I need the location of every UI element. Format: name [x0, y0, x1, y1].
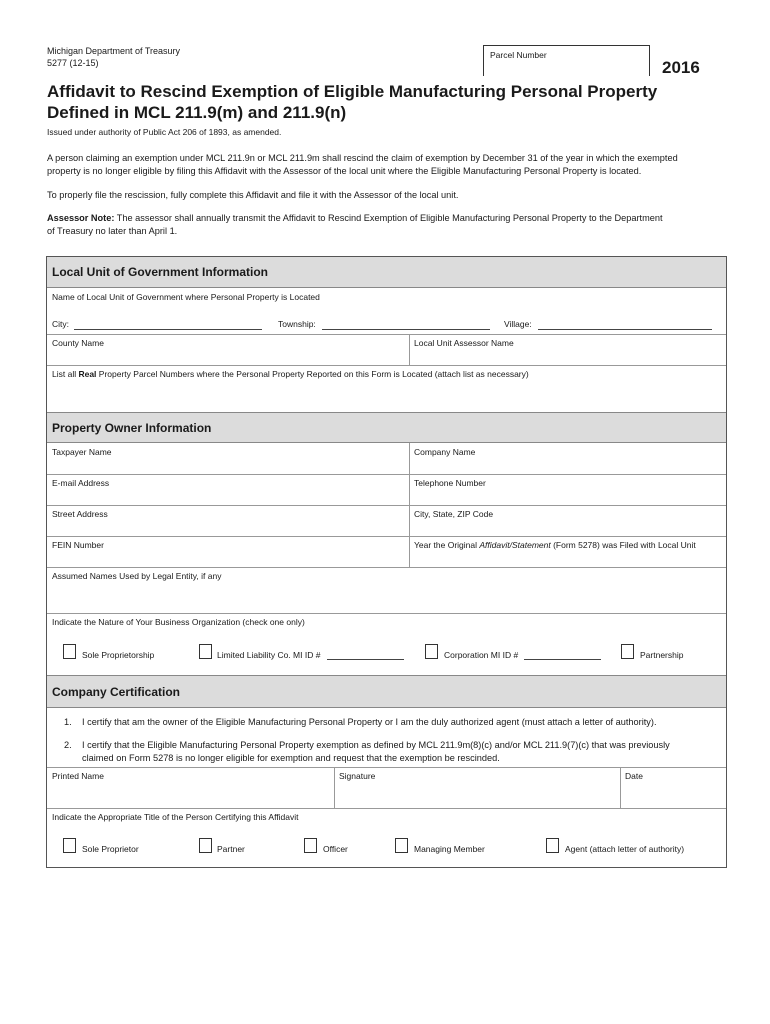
- llc-checkbox[interactable]: [199, 644, 212, 659]
- local-unit-section-header: [47, 257, 726, 288]
- signature-label: Signature: [339, 771, 376, 781]
- title-officer-label: Officer: [323, 844, 348, 854]
- cert-item-2-text: [82, 739, 722, 765]
- page-title: [47, 81, 727, 123]
- assessor-note: [47, 212, 737, 237]
- cert-item-2-line-1: I certify that the Eligible Manufacturing Personal Property exemption as defined by MCL 211.9m(8)(c) and/or MCL 211.9(7)(c) that was previously: [82, 740, 670, 750]
- title-line-2: Defined in MCL 211.9(m) and 211.9(n): [47, 103, 347, 122]
- year-filed-label: [414, 540, 696, 550]
- instruction-paragraph-2: To properly file the rescission, fully complete this Affidavit and file it with the Assessor of the local unit.: [47, 190, 459, 200]
- title-partner-checkbox[interactable]: [199, 838, 212, 853]
- title-partner-label: Partner: [217, 844, 245, 854]
- parcels-label-bold: Real: [78, 369, 97, 379]
- assessor-note-label: Assessor Note:: [47, 213, 115, 223]
- street-address-label: Street Address: [52, 509, 108, 519]
- divider: [334, 767, 335, 808]
- department-name: Michigan Department of Treasury: [47, 46, 181, 56]
- title-sole-proprietor-label: Sole Proprietor: [82, 844, 139, 854]
- form-year: 2016: [662, 58, 700, 77]
- parcel-box-edge: [649, 45, 650, 76]
- assumed-names-label: Assumed Names Used by Legal Entity, if any: [52, 571, 222, 581]
- parcels-label-post: Property Parcel Numbers where the Personal Property Reported on this Form is Located (attach list as necessary): [96, 369, 529, 379]
- email-label: E-mail Address: [52, 478, 110, 488]
- llc-id-field[interactable]: [327, 659, 404, 660]
- cert-item-2-line-2: claimed on Form 5278 is no longer eligible for exemption and request that the exemption be rescinded.: [82, 753, 500, 763]
- local-unit-heading: Local Unit of Government Information: [52, 265, 269, 279]
- business-nature-label: Indicate the Nature of Your Business Organization (check one only): [52, 617, 305, 627]
- divider: [47, 567, 726, 568]
- sole-proprietorship-checkbox[interactable]: [63, 644, 76, 659]
- divider: [47, 767, 726, 768]
- instruction-paragraph-1: [47, 152, 737, 177]
- cert-item-2-number: 2.: [64, 740, 72, 750]
- city-label: City:: [52, 319, 69, 329]
- taxpayer-name-label: Taxpayer Name: [52, 447, 112, 457]
- county-name-label: County Name: [52, 338, 104, 348]
- city-field[interactable]: [74, 329, 262, 330]
- divider: [47, 613, 726, 614]
- divider: [47, 474, 726, 475]
- certification-section-header: [47, 675, 726, 708]
- divider: [47, 505, 726, 506]
- partnership-checkbox[interactable]: [621, 644, 634, 659]
- title-agent-label: Agent (attach letter of authority): [565, 844, 685, 854]
- year-filed-pre: Year the Original: [414, 540, 480, 550]
- corporation-label: Corporation MI ID #: [444, 650, 519, 660]
- form-number: 5277 (12-15): [47, 58, 99, 68]
- llc-label: Limited Liability Co. MI ID #: [217, 650, 321, 660]
- parcels-label-pre: List all: [52, 369, 79, 379]
- year-filed-post: (Form 5278) was Filed with Local Unit: [550, 540, 696, 550]
- corporation-checkbox[interactable]: [425, 644, 438, 659]
- divider: [47, 808, 726, 809]
- title-officer-checkbox[interactable]: [304, 838, 317, 853]
- divider: [47, 334, 726, 335]
- assessor-note-text-1: The assessor shall annually transmit the Affidavit to Rescind Exemption of Eligible Manufacturing Personal Property to the Department: [114, 213, 663, 223]
- city-state-zip-label: City, State, ZIP Code: [414, 509, 494, 519]
- affidavit-form: [46, 256, 727, 868]
- cert-item-1-number: 1.: [64, 717, 72, 727]
- title-managing-member-checkbox[interactable]: [395, 838, 408, 853]
- instruction-1-line-2: property is no longer eligible by filing this Affidavit with the Assessor of the local unit where the Eligible Manufacturing Personal Property is located.: [47, 165, 642, 176]
- township-field[interactable]: [322, 329, 490, 330]
- instruction-1-line-1: A person claiming an exemption under MCL 211.9n or MCL 211.9m shall rescind the claim of exemption by December 31 of the year in which the exempted: [47, 153, 678, 163]
- local-unit-name-label: Name of Local Unit of Government where Personal Property is Located: [52, 292, 320, 302]
- company-name-label: Company Name: [414, 447, 476, 457]
- printed-name-label: Printed Name: [52, 771, 104, 781]
- real-parcel-numbers-label: [52, 369, 529, 379]
- corporation-id-field[interactable]: [524, 659, 601, 660]
- agency-header: [47, 45, 180, 69]
- owner-section-header: [47, 412, 726, 443]
- divider: [47, 536, 726, 537]
- certification-heading: Company Certification: [52, 685, 181, 699]
- divider: [620, 767, 621, 808]
- telephone-label: Telephone Number: [414, 478, 486, 488]
- title-agent-checkbox[interactable]: [546, 838, 559, 853]
- title-line-1: Affidavit to Rescind Exemption of Eligible Manufacturing Personal Property: [47, 82, 658, 101]
- village-field[interactable]: [538, 329, 712, 330]
- title-managing-member-label: Managing Member: [414, 844, 485, 854]
- year-filed-italic: Affidavit/Statement: [479, 540, 551, 550]
- date-label: Date: [625, 771, 643, 781]
- fein-label: FEIN Number: [52, 540, 104, 550]
- issued-authority: Issued under authority of Public Act 206 of 1893, as amended.: [47, 127, 282, 137]
- divider: [409, 334, 410, 365]
- assessor-note-text-2: of Treasury no later than April 1.: [47, 225, 178, 236]
- title-sole-proprietor-checkbox[interactable]: [63, 838, 76, 853]
- sole-proprietorship-label: Sole Proprietorship: [82, 650, 155, 660]
- partnership-label: Partnership: [640, 650, 684, 660]
- cert-item-1-text: I certify that am the owner of the Eligible Manufacturing Personal Property or I am the duly authorized agent (must attach a letter of authority).: [82, 717, 657, 727]
- parcel-number-label: Parcel Number: [490, 50, 547, 60]
- parcel-number-field[interactable]: [483, 45, 649, 76]
- certifier-title-label: Indicate the Appropriate Title of the Person Certifying this Affidavit: [52, 812, 299, 822]
- township-label: Township:: [278, 319, 316, 329]
- divider: [47, 365, 726, 366]
- owner-heading: Property Owner Information: [52, 421, 212, 435]
- assessor-name-label: Local Unit Assessor Name: [414, 338, 514, 348]
- village-label: Village:: [504, 319, 532, 329]
